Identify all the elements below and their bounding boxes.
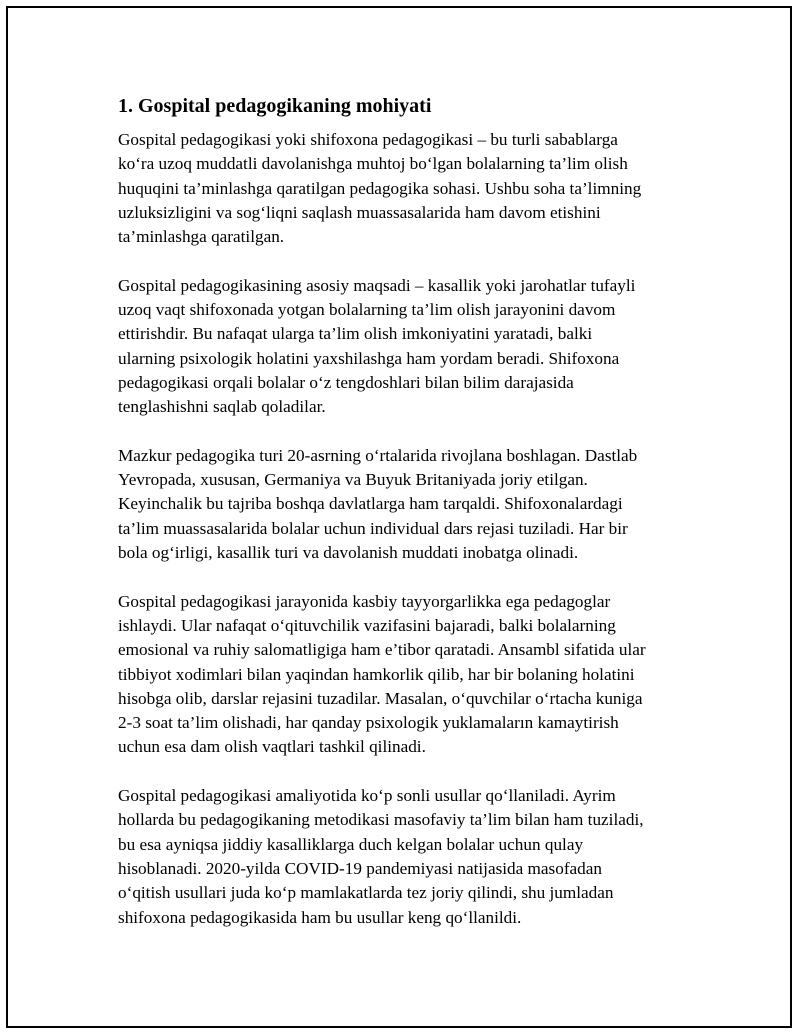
text-line: o‘qitish usullari juda ko‘p mamlakatlarda tez joriy qilindi, shu jumladan — [118, 883, 614, 903]
paragraph-4 — [118, 590, 693, 760]
text-line: Gospital pedagogikasi yoki shifoxona pedagogikasi – bu turli sabablarga — [118, 130, 618, 149]
text-line: tenglashishni saqlab qoladilar. — [118, 397, 326, 417]
text-line: uzoq vaqt shifoxonada yotgan bolalarning ta’lim olish jarayonini davom — [118, 300, 616, 320]
text-line: 2-3 soat ta’lim olishadi, har qanday psixologik yuklamaların kamaytirish — [118, 713, 619, 733]
text-line: huquqini ta’minlashga qaratilgan pedagogika sohasi. Ushbu soha ta’limning — [118, 178, 642, 198]
text-line: Gospital pedagogikasining asosiy maqsadi – kasallik yoki jarohatlar tufayli — [118, 275, 636, 295]
paragraph-1 — [118, 128, 693, 249]
text-line: ularning psixologik holatini yaxshilashga ham yordam beradi. Shifoxona — [118, 348, 620, 368]
text-line: Mazkur pedagogika turi 20-asrning o‘rtalarida rivojlana boshlagan. Dastlab — [118, 445, 638, 465]
text-line: Gospital pedagogikasi amaliyotida ko‘p sonli usullar qo‘llaniladi. Ayrim — [118, 786, 616, 806]
text-line: hisobga olib, darslar rejasini tuzadilar. Masalan, o‘quvchilar o‘rtacha kuniga — [118, 688, 643, 708]
text-line: uchun esa dam olish vaqtlari tashkil qilinadi. — [118, 737, 426, 757]
text-line: bola og‘irligi, kasallik turi va davolanish muddati inobatga olinadi. — [118, 543, 579, 563]
text-line: ko‘ra uzoq muddatli davolanishga muhtoj bo‘lgan bolalarning ta’lim olish — [118, 154, 628, 174]
text-line: emosional va ruhiy salomatligiga ham e’tibor qaratadi. Ansambl sifatida ular — [118, 640, 646, 660]
text-line: Gospital pedagogikasi jarayonida kasbiy tayyorgarlikka ega pedagoglar — [118, 591, 611, 611]
text-line: ishlaydi. Ular nafaqat o‘qituvchilik vazifasini bajaradi, balki bolalarning — [118, 615, 616, 635]
document-body — [118, 93, 693, 954]
text-line: pedagogikasi orqali bolalar o‘z tengdoshlari bilan bilim darajasida — [118, 372, 574, 392]
text-line: ta’minlashga qaratilgan. — [118, 227, 285, 247]
text-line: ettirishdir. Bu nafaqat ularga ta’lim olish imkoniyatini yaratadi, balki — [118, 324, 593, 344]
text-line: hollarda bu pedagogikaning metodikasi masofaviy ta’lim bilan ham tuziladi, — [118, 810, 644, 830]
paragraph-3 — [118, 444, 693, 565]
text-line: tibbiyot xodimlari bilan yaqindan hamkorlik qilib, har bir bolaning holatini — [118, 664, 635, 684]
text-line: Keyinchalik bu tajriba boshqa davlatlarga ham tarqaldi. Shifoxonalardagi — [118, 494, 623, 514]
text-line: Yevropada, xususan, Germaniya va Buyuk Britaniyada joriy etilgan. — [118, 470, 588, 490]
text-line: bu esa ayniqsa jiddiy kasalliklarga duch kelgan bolalar uchun qulay — [118, 834, 584, 854]
text-line: uzluksizligini va sog‘liqni saqlash muassasalarida ham davom etishini — [118, 202, 601, 222]
paragraph-5 — [118, 784, 693, 930]
text-line: shifoxona pedagogikasida ham bu usullar keng qo‘llanildi. — [118, 907, 522, 927]
text-line: ta’lim muassasalarida bolalar uchun individual dars rejasi tuziladi. Har bir — [118, 518, 628, 538]
text-line: hisoblanadi. 2020-yilda COVID-19 pandemiyasi natijasida masofadan — [118, 858, 603, 878]
section-heading: 1. Gospital pedagogikaning mohiyati — [118, 95, 432, 117]
paragraph-2 — [118, 274, 693, 420]
